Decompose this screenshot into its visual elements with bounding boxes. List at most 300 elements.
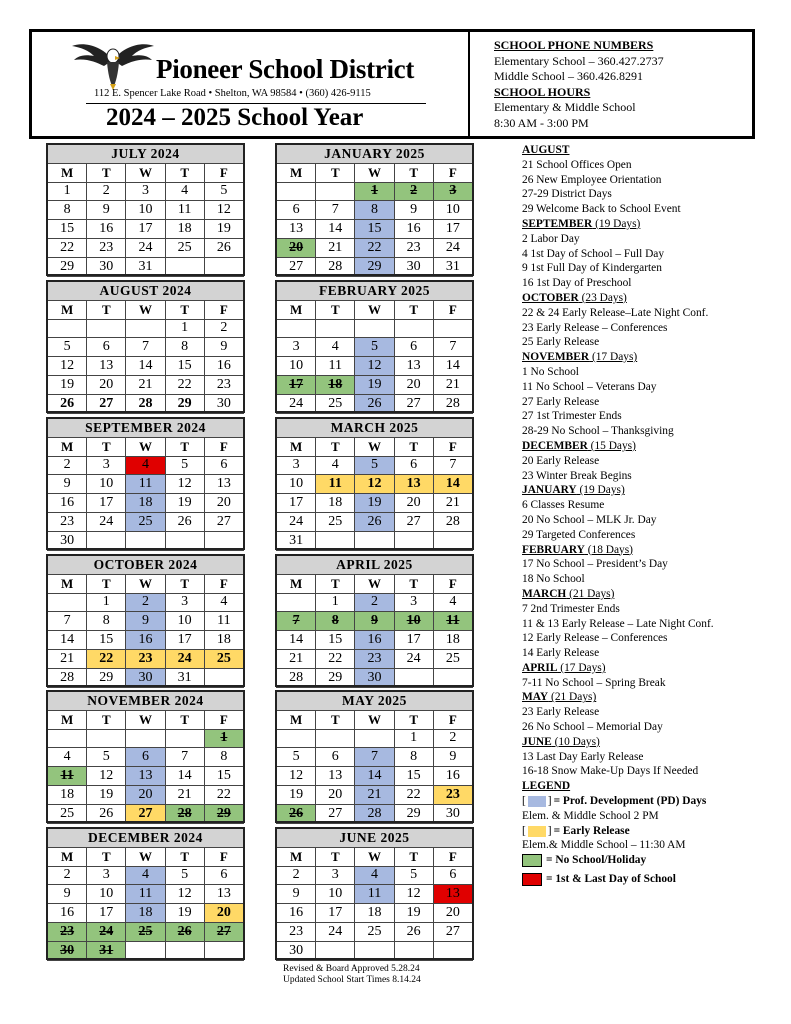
day-cell: 8: [165, 338, 204, 357]
day-cell: 29: [394, 804, 433, 823]
day-cell: 2: [48, 866, 87, 885]
weekday-header: M: [277, 574, 316, 593]
legend: [522, 779, 782, 887]
month-frame: [46, 827, 245, 960]
event-item: 11 No School – Veterans Day: [522, 380, 657, 393]
event-month-heading: [522, 483, 782, 498]
day-cell: 18: [204, 631, 243, 650]
day-cell: 18: [316, 494, 355, 513]
event-item: 20 No School – MLK Jr. Day: [522, 513, 657, 526]
day-cell: 11: [126, 475, 165, 494]
weekday-header: W: [126, 437, 165, 456]
weekday-header: W: [355, 437, 394, 456]
day-cell: 7: [165, 748, 204, 767]
day-cell: 14: [433, 357, 472, 376]
day-cell: 20: [87, 375, 126, 394]
weekday-header: W: [126, 710, 165, 729]
weekday-header: T: [165, 574, 204, 593]
event-month-name: OCTOBER: [522, 291, 579, 304]
day-cell: 30: [48, 531, 87, 550]
day-cell: 25: [433, 649, 472, 668]
day-cell: 24: [165, 649, 204, 668]
day-cell: 29: [87, 668, 126, 687]
day-cell: 19: [48, 375, 87, 394]
event-month-name: JUNE: [522, 735, 552, 748]
day-cell: 3: [316, 866, 355, 885]
day-cell: 27: [277, 257, 316, 276]
day-cell: 6: [204, 866, 243, 885]
weekday-header: T: [87, 574, 126, 593]
day-cell: 10: [277, 357, 316, 376]
weekday-header: W: [126, 163, 165, 182]
day-cell: 22: [204, 785, 243, 804]
school-hours-time: 8:30 AM - 3:00 PM: [494, 115, 589, 130]
weekday-header: T: [316, 437, 355, 456]
day-cell: 19: [394, 904, 433, 923]
day-cell: 16: [355, 631, 394, 650]
day-cell: 4: [355, 866, 394, 885]
day-cell: 22: [316, 649, 355, 668]
day-cell: 13: [204, 475, 243, 494]
day-cell: 30: [277, 941, 316, 960]
day-cell: 3: [433, 182, 472, 201]
day-cell: 21: [355, 785, 394, 804]
day-cell: 19: [277, 785, 316, 804]
day-cell: 10: [126, 201, 165, 220]
day-cell: 25: [316, 394, 355, 413]
event-month-name: SEPTEMBER: [522, 217, 593, 230]
month-frame: [275, 690, 474, 823]
event-month-heading: [522, 661, 782, 676]
weekday-header: T: [87, 710, 126, 729]
day-cell: 21: [165, 785, 204, 804]
day-cell: 6: [87, 338, 126, 357]
day-cell: 7: [355, 748, 394, 767]
day-cell: 14: [277, 631, 316, 650]
day-cell: 24: [87, 512, 126, 531]
month-frame: [275, 417, 474, 550]
weekday-header: T: [165, 163, 204, 182]
weekday-header: T: [87, 437, 126, 456]
day-cell: 16: [394, 220, 433, 239]
day-cell: 11: [355, 885, 394, 904]
day-cell: 23: [87, 238, 126, 257]
day-cell: 4: [316, 338, 355, 357]
day-cell: 23: [394, 238, 433, 257]
event-month-name: APRIL: [522, 661, 558, 674]
day-cell: 6: [433, 866, 472, 885]
event-item: 16 1st Day of Preschool: [522, 277, 632, 290]
weekday-header: T: [165, 300, 204, 319]
legend-no-school: [522, 853, 782, 868]
day-cell: 1: [48, 182, 87, 201]
day-cell: 22: [165, 375, 204, 394]
month-title: APRIL 2025: [277, 556, 473, 575]
day-cell: 17: [87, 904, 126, 923]
day-cell: 9: [204, 338, 243, 357]
month-title: AUGUST 2024: [48, 282, 244, 301]
day-cell: 29: [316, 668, 355, 687]
day-cell: 16: [48, 904, 87, 923]
day-cell: 5: [204, 182, 243, 201]
day-cell: 25: [165, 238, 204, 257]
no-school-swatch-icon: [522, 854, 542, 867]
weekday-header: T: [87, 300, 126, 319]
event-item: 11 & 13 Early Release – Late Night Conf.: [522, 617, 714, 630]
event-item: 2 Labor Day: [522, 232, 580, 245]
day-cell: 21: [277, 649, 316, 668]
day-cell: 1: [87, 593, 126, 612]
event-month-name: MAY: [522, 691, 549, 704]
day-cell: 20: [394, 375, 433, 394]
day-cell: 23: [126, 649, 165, 668]
day-cell: 25: [48, 804, 87, 823]
day-cell: 9: [433, 748, 472, 767]
day-cell: 10: [316, 885, 355, 904]
day-cell: 31: [126, 257, 165, 276]
weekday-header: M: [48, 710, 87, 729]
day-cell: 22: [48, 238, 87, 257]
day-cell: 23: [433, 785, 472, 804]
day-cell: 28: [316, 257, 355, 276]
weekday-header: T: [394, 163, 433, 182]
event-item: 22 & 24 Early Release–Late Night Conf.: [522, 306, 709, 319]
event-item: 1 No School: [522, 365, 579, 378]
day-cell: 23: [48, 922, 87, 941]
day-cell: 1: [316, 593, 355, 612]
day-cell: 13: [433, 885, 472, 904]
day-cell: 17: [87, 494, 126, 513]
weekday-header: W: [355, 163, 394, 182]
day-cell: 15: [394, 767, 433, 786]
weekday-header: W: [355, 300, 394, 319]
day-cell: 27: [394, 394, 433, 413]
day-cell: 7: [433, 456, 472, 475]
day-cell: 19: [355, 375, 394, 394]
day-cell: 9: [48, 885, 87, 904]
event-item: 23 Winter Break Begins: [522, 469, 632, 482]
weekday-header: T: [165, 710, 204, 729]
day-cell: 2: [87, 182, 126, 201]
day-cell: 19: [165, 904, 204, 923]
phone-middle: Middle School – 360.426.8291: [494, 69, 643, 83]
day-cell: 1: [204, 729, 243, 748]
day-cell: 21: [316, 238, 355, 257]
day-cell: 6: [204, 456, 243, 475]
day-cell: 18: [433, 631, 472, 650]
day-cell: 7: [126, 338, 165, 357]
legend-pd-note: Elem. & Middle School 2 PM: [522, 809, 659, 822]
event-item: 27 1st Trimester Ends: [522, 410, 622, 423]
day-cell: 7: [433, 338, 472, 357]
event-month-name: JANUARY: [522, 484, 577, 497]
day-cell: 16: [48, 494, 87, 513]
day-cell: 17: [394, 631, 433, 650]
event-item: 25 Early Release: [522, 336, 600, 349]
day-cell: 18: [165, 220, 204, 239]
event-item: 13 Last Day Early Release: [522, 750, 644, 763]
month-title: OCTOBER 2024: [48, 556, 244, 575]
day-cell: 30: [394, 257, 433, 276]
day-cell: 8: [204, 748, 243, 767]
day-cell: 11: [48, 767, 87, 786]
day-cell: 20: [204, 904, 243, 923]
day-cell: 6: [394, 456, 433, 475]
district-header: [32, 32, 470, 136]
weekday-header: M: [48, 163, 87, 182]
weekday-header: T: [165, 847, 204, 866]
day-cell: 26: [165, 512, 204, 531]
legend-er-note: Elem.& Middle School – 11:30 AM: [522, 839, 686, 852]
event-month-heading: [522, 587, 782, 602]
event-item: 4 1st Day of School – Full Day: [522, 247, 665, 260]
weekday-header: F: [204, 847, 243, 866]
day-cell: 10: [394, 612, 433, 631]
weekday-header: W: [126, 300, 165, 319]
day-cell: 29: [48, 257, 87, 276]
month-frame: [275, 554, 474, 687]
day-cell: 18: [126, 494, 165, 513]
day-cell: 10: [277, 475, 316, 494]
day-cell: 9: [277, 885, 316, 904]
day-cell: 20: [277, 238, 316, 257]
events-list: [522, 143, 782, 887]
day-cell: 25: [126, 512, 165, 531]
day-cell: 22: [355, 238, 394, 257]
school-hours-desc: Elementary & Middle School: [494, 100, 636, 114]
day-cell: 4: [204, 593, 243, 612]
day-cell: 19: [204, 220, 243, 239]
event-month-heading: [522, 350, 782, 365]
month-frame: [275, 143, 474, 276]
district-name: Pioneer School District: [156, 54, 415, 84]
event-item: 26 No School – Memorial Day: [522, 721, 663, 734]
month-title: DECEMBER 2024: [48, 829, 244, 848]
day-cell: 4: [165, 182, 204, 201]
day-cell: 21: [126, 375, 165, 394]
day-cell: 8: [394, 748, 433, 767]
day-cell: 12: [355, 475, 394, 494]
header-box: [29, 29, 755, 139]
event-month-heading: [522, 543, 782, 558]
day-cell: 24: [433, 238, 472, 257]
day-cell: 12: [277, 767, 316, 786]
phone-numbers-title: SCHOOL PHONE NUMBERS: [494, 38, 654, 52]
day-cell: 4: [126, 866, 165, 885]
day-cell: 6: [277, 201, 316, 220]
day-cell: 15: [87, 631, 126, 650]
weekday-header: T: [394, 437, 433, 456]
day-cell: 18: [126, 904, 165, 923]
day-cell: 15: [204, 767, 243, 786]
month-frame: [46, 690, 245, 823]
day-cell: 23: [48, 512, 87, 531]
day-cell: 26: [355, 394, 394, 413]
event-day-count: (23 Days): [578, 291, 627, 304]
day-cell: 3: [277, 456, 316, 475]
day-cell: 28: [433, 394, 472, 413]
day-cell: 16: [204, 357, 243, 376]
school-hours-title: SCHOOL HOURS: [494, 84, 591, 99]
day-cell: 27: [433, 922, 472, 941]
weekday-header: T: [87, 163, 126, 182]
day-cell: 6: [126, 748, 165, 767]
legend-pd-label: = Prof. Development (PD) Days: [553, 795, 707, 808]
day-cell: 20: [204, 494, 243, 513]
day-cell: 19: [355, 494, 394, 513]
event-month-heading: [522, 690, 782, 705]
day-cell: 22: [87, 649, 126, 668]
event-item: 14 Early Release: [522, 647, 600, 660]
day-cell: 14: [165, 767, 204, 786]
day-cell: 23: [204, 375, 243, 394]
event-day-count: (10 Days): [551, 735, 600, 748]
day-cell: 15: [48, 220, 87, 239]
weekday-header: T: [394, 574, 433, 593]
day-cell: 14: [316, 220, 355, 239]
event-item: 21 School Offices Open: [522, 158, 632, 171]
day-cell: 20: [394, 494, 433, 513]
weekday-header: M: [277, 163, 316, 182]
event-item: 27 Early Release: [522, 395, 600, 408]
school-year-title: 2024 – 2025 School Year: [106, 104, 364, 131]
event-month-name: MARCH: [522, 587, 567, 600]
day-cell: 14: [48, 631, 87, 650]
day-cell: 26: [355, 512, 394, 531]
day-cell: 4: [48, 748, 87, 767]
day-cell: 13: [394, 357, 433, 376]
weekday-header: M: [48, 437, 87, 456]
day-cell: 4: [316, 456, 355, 475]
day-cell: 24: [126, 238, 165, 257]
event-item: 23 Early Release: [522, 706, 600, 719]
weekday-header: T: [316, 163, 355, 182]
day-cell: 23: [277, 922, 316, 941]
month-title: MAY 2025: [277, 692, 473, 711]
event-item: 9 1st Full Day of Kindergarten: [522, 262, 662, 275]
day-cell: 14: [355, 767, 394, 786]
day-cell: 1: [394, 729, 433, 748]
day-cell: 2: [433, 729, 472, 748]
day-cell: 22: [394, 785, 433, 804]
weekday-header: T: [316, 710, 355, 729]
day-cell: 29: [165, 394, 204, 413]
day-cell: 9: [126, 612, 165, 631]
weekday-header: T: [394, 300, 433, 319]
district-address: 112 E. Spencer Lake Road • Shelton, WA 98584 • (360) 426-9115: [94, 88, 371, 99]
day-cell: 26: [165, 922, 204, 941]
day-cell: 12: [48, 357, 87, 376]
weekday-header: M: [277, 710, 316, 729]
event-day-count: (19 Days): [592, 217, 641, 230]
day-cell: 2: [394, 182, 433, 201]
event-item: 20 Early Release: [522, 454, 600, 467]
weekday-header: F: [204, 710, 243, 729]
day-cell: 16: [126, 631, 165, 650]
day-cell: 5: [165, 866, 204, 885]
day-cell: 1: [165, 319, 204, 338]
day-cell: 27: [394, 512, 433, 531]
event-day-count: (21 Days): [566, 587, 615, 600]
day-cell: 15: [355, 220, 394, 239]
day-cell: 9: [394, 201, 433, 220]
legend-title: LEGEND: [522, 780, 571, 793]
day-cell: 10: [165, 612, 204, 631]
day-cell: 17: [277, 375, 316, 394]
day-cell: 24: [394, 649, 433, 668]
event-month-name: NOVEMBER: [522, 351, 590, 364]
day-cell: 20: [316, 785, 355, 804]
day-cell: 21: [48, 649, 87, 668]
day-cell: 21: [433, 375, 472, 394]
day-cell: 13: [277, 220, 316, 239]
weekday-header: M: [48, 574, 87, 593]
legend-ns-label: = No School/Holiday: [546, 854, 647, 867]
day-cell: 23: [355, 649, 394, 668]
first-last-swatch-icon: [522, 873, 542, 886]
day-cell: 25: [316, 512, 355, 531]
weekday-header: F: [204, 300, 243, 319]
day-cell: 15: [316, 631, 355, 650]
event-item: 7-11 No School – Spring Break: [522, 676, 666, 689]
legend-pd: [ ] = Prof. Development (PD) Days: [522, 795, 707, 808]
footer-revised: Revised & Board Approved 5.28.24: [283, 964, 420, 974]
month-frame: [46, 554, 245, 687]
day-cell: 16: [433, 767, 472, 786]
day-cell: 17: [165, 631, 204, 650]
weekday-header: W: [126, 847, 165, 866]
day-cell: 5: [355, 456, 394, 475]
legend-early-release: [ ] = Early Release: [522, 824, 630, 837]
day-cell: 12: [87, 767, 126, 786]
day-cell: 12: [204, 201, 243, 220]
day-cell: 26: [87, 804, 126, 823]
day-cell: 3: [165, 593, 204, 612]
day-cell: 28: [165, 804, 204, 823]
day-cell: 2: [355, 593, 394, 612]
event-day-count: (18 Days): [584, 543, 633, 556]
day-cell: 11: [204, 612, 243, 631]
event-item: 12 Early Release – Conferences: [522, 632, 668, 645]
day-cell: 25: [355, 922, 394, 941]
day-cell: 30: [126, 668, 165, 687]
day-cell: 9: [48, 475, 87, 494]
day-cell: 3: [277, 338, 316, 357]
event-item: 28-29 No School – Thanksgiving: [522, 425, 674, 438]
day-cell: 2: [277, 866, 316, 885]
day-cell: 25: [126, 922, 165, 941]
day-cell: 8: [87, 612, 126, 631]
event-item: 26 New Employee Orientation: [522, 173, 662, 186]
weekday-header: T: [165, 437, 204, 456]
day-cell: 14: [126, 357, 165, 376]
month-title: JULY 2024: [48, 145, 244, 164]
pd-swatch-icon: [528, 796, 546, 807]
weekday-header: W: [355, 710, 394, 729]
day-cell: 3: [394, 593, 433, 612]
weekday-header: F: [433, 574, 472, 593]
month-title: FEBRUARY 2025: [277, 282, 473, 301]
day-cell: 1: [355, 182, 394, 201]
event-day-count: (17 Days): [589, 351, 638, 364]
weekday-header: M: [277, 847, 316, 866]
legend-first-last: [522, 872, 782, 887]
weekday-header: F: [433, 163, 472, 182]
day-cell: 27: [316, 804, 355, 823]
day-cell: 13: [87, 357, 126, 376]
month-frame: [46, 417, 245, 550]
day-cell: 13: [204, 885, 243, 904]
